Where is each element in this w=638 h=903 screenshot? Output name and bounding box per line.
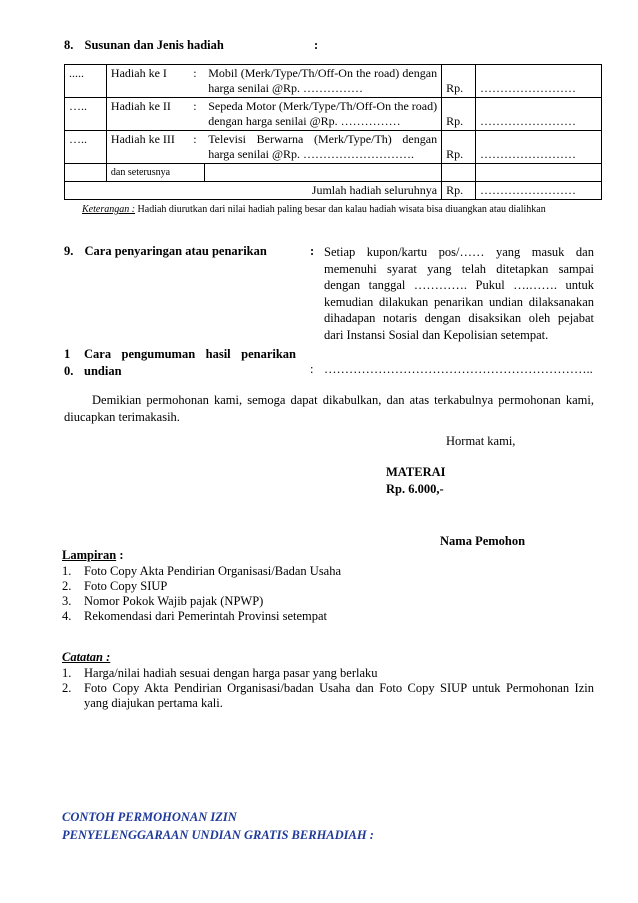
- section-8-heading: [64, 38, 224, 53]
- catatan-list: [62, 666, 594, 711]
- prize-table: [64, 64, 602, 200]
- section-10-title-line2: undian: [84, 363, 122, 378]
- prize-amount: ……………………: [476, 98, 602, 131]
- catatan-item: Foto Copy Akta Pendirian Organisasi/badan Usaha dan Foto Copy SIUP untuk Permohonan Izin yang diajukan pertama kali.: [84, 681, 594, 710]
- list-item: 2. Foto Copy Akta Pendirian Organisasi/badan Usaha dan Foto Copy SIUP untuk Permohonan Izin yang diajukan pertama kali.: [62, 681, 594, 710]
- section-10-title-line1: Cara pengumuman hasil penarikan: [84, 347, 296, 361]
- prize-description: Sepeda Motor (Merk/Type/Th/Off-On the road) dengan harga senilai @Rp. ……………: [204, 98, 441, 131]
- catatan-title: Catatan :: [62, 650, 111, 664]
- table-row: [65, 131, 602, 164]
- prize-description: Televisi Berwarna (Merk/Type/Th) dengan harga senilai @Rp. ……………………….: [204, 131, 441, 164]
- stamp-line2: Rp. 6.000,-: [386, 481, 444, 496]
- prize-amount: ……………………: [476, 65, 602, 98]
- list-item: 1. Foto Copy Akta Pendirian Organisasi/Badan Usaha: [62, 564, 342, 578]
- section-8-colon: :: [314, 38, 319, 52]
- footer-line1: CONTOH PERMOHONAN IZIN: [62, 810, 237, 824]
- lampiran-item: Foto Copy Akta Pendirian Organisasi/Badan Usaha: [84, 564, 342, 578]
- prize-currency: Rp.: [442, 65, 476, 98]
- section-10-number: [64, 346, 73, 379]
- prize-colon: :: [192, 65, 204, 98]
- section-8-title: Susunan dan Jenis hadiah: [84, 38, 224, 52]
- footer-line2: PENYELENGGARAAN UNDIAN GRATIS BERHADIAH :: [62, 828, 374, 842]
- lampiran-item: Nomor Pokok Wajib pajak (NPWP): [84, 594, 264, 608]
- row-number: [65, 164, 107, 182]
- section-10-dots: ………………………………………………………..: [324, 362, 593, 376]
- prize-colon: [192, 164, 204, 182]
- lampiran-heading: [62, 548, 123, 563]
- section-9-colon: :: [310, 244, 315, 258]
- prize-label: Hadiah ke I: [106, 65, 192, 98]
- lampiran-item: Foto Copy SIUP: [84, 579, 168, 593]
- total-amount: ……………………: [476, 182, 602, 200]
- list-item: 4. Rekomendasi dari Pemerintah Provinsi setempat: [62, 609, 328, 623]
- total-currency: Rp.: [442, 182, 476, 200]
- section-10-number-line1: 1: [64, 347, 71, 361]
- regards: Hormat kami,: [446, 434, 516, 448]
- row-number: …..: [65, 98, 107, 131]
- prize-currency: Rp.: [442, 98, 476, 131]
- stamp-line1: MATERAI: [386, 465, 446, 479]
- table-total-row: [65, 182, 602, 200]
- lampiran-title: Lampiran: [62, 548, 117, 562]
- footer-heading: [62, 808, 374, 844]
- section-10-title: [84, 346, 296, 379]
- total-label: Jumlah hadiah seluruhnya: [65, 182, 442, 200]
- row-number: …..: [65, 131, 107, 164]
- row-number: .....: [65, 65, 107, 98]
- table-note: [82, 204, 546, 215]
- prize-label: Hadiah ke II: [106, 98, 192, 131]
- section-9-number: 9.: [64, 244, 74, 258]
- stamp-box: [386, 464, 446, 497]
- lampiran-item: Rekomendasi dari Pemerintah Provinsi setempat: [84, 609, 328, 623]
- prize-label: Hadiah ke III: [106, 131, 192, 164]
- table-note-label: Keterangan :: [82, 204, 136, 215]
- section-8-number: 8.: [64, 38, 74, 52]
- lampiran-list: [62, 564, 602, 624]
- section-9-heading: [64, 244, 267, 259]
- section-10-colon: :: [310, 362, 314, 376]
- prize-description: Mobil (Merk/Type/Th/Off-On the road) dengan harga senilai @Rp. ……………: [204, 65, 441, 98]
- prize-currency: [442, 164, 476, 182]
- section-9-text: Setiap kupon/kartu pos/…… yang masuk dan memenuhi syarat yang telah ditetapkan sampai dengan tanggal …………. Pukul ….……. untuk kemudian dilakukan penarikan undian dilaksanakan dihadapan notaris dengan disaksikan oleh pejabat dari Instansi Sosial dan Kepolisian setempat.: [324, 245, 594, 342]
- table-note-text: Hadiah diurutkan dari nilai hadiah paling besar dan kalau hadiah wisata bisa diuangkan atau dialihkan: [137, 204, 546, 215]
- list-item: 3. Nomor Pokok Wajib pajak (NPWP): [62, 594, 264, 608]
- prize-colon: :: [192, 131, 204, 164]
- prize-currency: Rp.: [442, 131, 476, 164]
- section-9-title: Cara penyaringan atau penarikan: [84, 244, 267, 258]
- prize-amount: [476, 164, 602, 182]
- table-row: [65, 65, 602, 98]
- prize-amount: ……………………: [476, 131, 602, 164]
- prize-colon: :: [192, 98, 204, 131]
- lampiran-colon: :: [116, 548, 124, 562]
- list-item: 1. Harga/nilai hadiah sesuai dengan harga pasar yang berlaku: [62, 666, 378, 680]
- prize-label: dan seterusnya: [106, 164, 192, 182]
- list-item: 2. Foto Copy SIUP: [62, 579, 168, 593]
- applicant-name: Nama Pemohon: [440, 534, 526, 548]
- section-10-number-line2: 0.: [64, 363, 74, 378]
- table-row: [65, 98, 602, 131]
- catatan-item: Harga/nilai hadiah sesuai dengan harga pasar yang berlaku: [84, 666, 378, 680]
- table-row: [65, 164, 602, 182]
- prize-description: [204, 164, 441, 182]
- closing-paragraph: Demikian permohonan kami, semoga dapat dikabulkan, dan atas terkabulnya permohonan kami, diucapkan terimakasih.: [64, 393, 594, 424]
